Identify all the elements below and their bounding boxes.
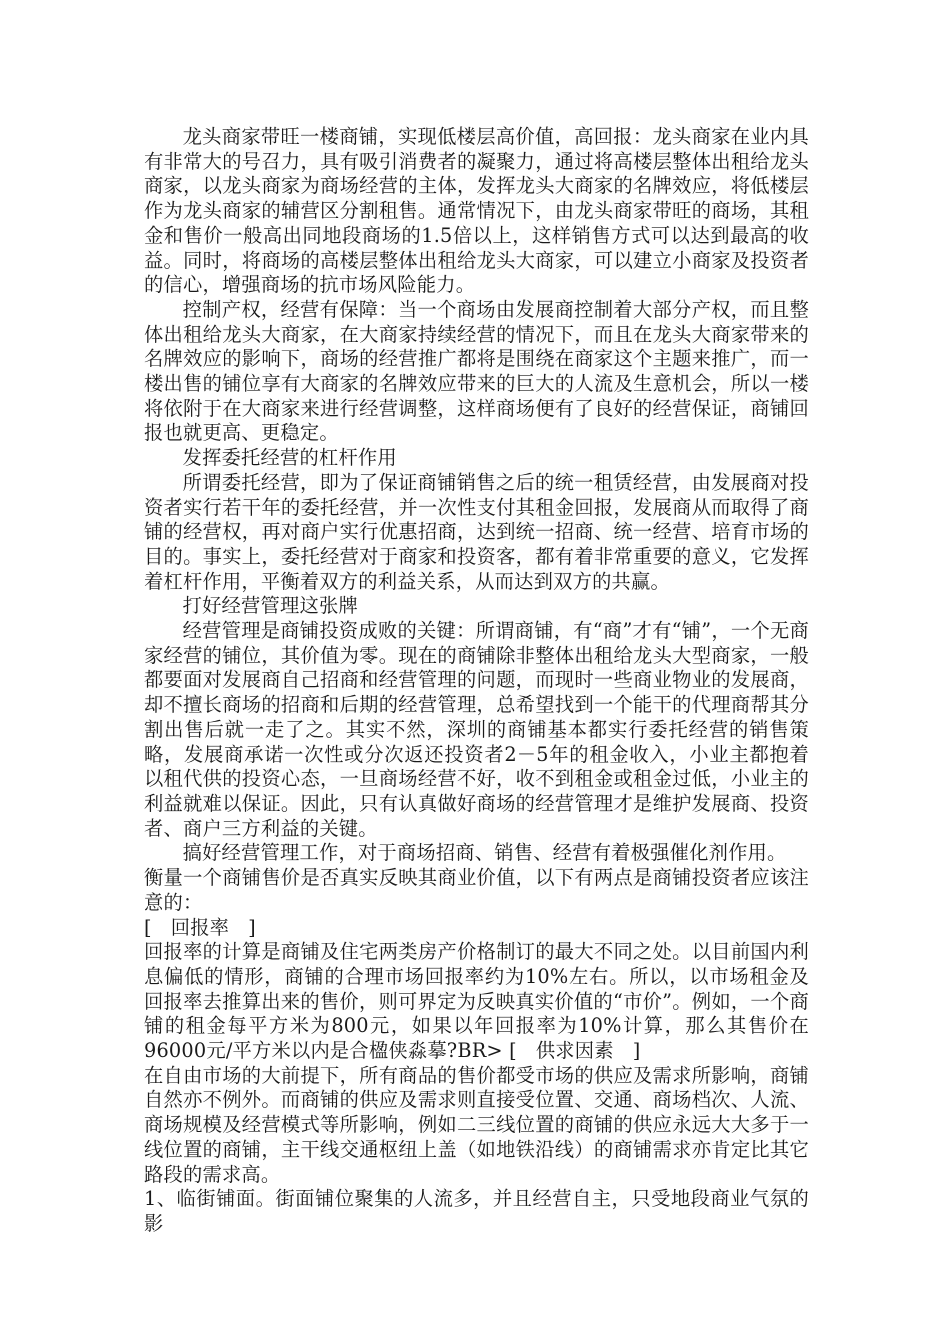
heading-return-rate: [ 回报率 ] bbox=[144, 915, 256, 939]
paragraph-supply-demand: 在自由市场的大前提下，所有商品的售价都受市场的供应及需求所影响，商铺自然亦不例外。而商铺的供应及需求则直接受位置、交通、商场档次、人流、商场规模及经营模式等所影响，例如二三线位置的商铺的供应永远大大多于一线位置的商铺，主干线交通枢纽上盖（如地铁沿线）的商铺需求亦肯定比其它路段的需求高。 bbox=[144, 1063, 809, 1186]
paragraph-catalyst: 搞好经营管理工作，对于商场招商、销售、经营有着极强催化剂作用。 bbox=[182, 841, 787, 865]
document-body bbox=[144, 125, 809, 1237]
paragraph-property-control: 控制产权，经营有保障：当一个商场由发展商控制着大部分产权，而且整体出租给龙头大商家，在大商家持续经营的情况下，而且在龙头大商家带来的名牌效应的影响下，商场的经营推广都将是围绕在商家这个主题来推广，而一楼出售的铺位享有大商家的名牌效应带来的巨大的人流及生意机会，所以一楼将依附于在大商家来进行经营调整，这样商场便有了良好的经营保证，商铺回报也就更高、更稳定。 bbox=[144, 297, 809, 445]
paragraph-operation-management: 经营管理是商铺投资成败的关键：所谓商铺，有“商”才有“铺”，一个无商家经营的铺位，其价值为零。现在的商铺除非整体出租给龙头大型商家，一般都要面对发展商自己招商和经营管理的问题，而现时一些商业物业的发展商，却不擅长商场的招商和后期的经营管理，总希望找到一个能干的代理商帮其分割出售后就一走了之。其实不然，深圳的商铺基本都实行委托经营的销售策略，发展商承诺一次性或分次返还投资者2－5年的租金收入，小业主都抱着以租代供的投资心态，一旦商场经营不好，收不到租金或租金过低，小业主的利益就难以保证。因此，只有认真做好商场的经营管理才是维护发展商、投资者、商户三方利益的关键。 bbox=[144, 619, 809, 840]
heading-operation-management: 打好经营管理这张牌 bbox=[182, 594, 358, 618]
paragraph-anchor-tenant: 龙头商家带旺一楼商铺，实现低楼层高价值，高回报：龙头商家在业内具有非常大的号召力，具有吸引消费者的凝聚力，通过将高楼层整体出租给龙头商家，以龙头商家为商场经营的主体，发挥龙头大商家的名牌效应，将低楼层作为龙头商家的辅营区分割租售。通常情况下，由龙头商家带旺的商场，其租金和售价一般高出同地段商场的1.5倍以上，这样销售方式可以达到最高的收益。同时，将商场的高楼层整体出租给龙头大商家，可以建立小商家及投资者的信心，增强商场的抗市场风险能力。 bbox=[144, 125, 809, 297]
paragraph-entrusted-operation: 所谓委托经营，即为了保证商铺销售之后的统一租赁经营，由发展商对投资者实行若干年的委托经营，并一次性支付其租金回报，发展商从而取得了商铺的经营权，再对商户实行优惠招商，达到统一招商、统一经营、培育市场的目的。事实上，委托经营对于商家和投资客，都有着非常重要的意义，它发挥着杠杆作用，平衡着双方的利益关系，从而达到双方的共赢。 bbox=[144, 470, 809, 593]
paragraph-return-rate: 回报率的计算是商铺及住宅两类房产价格制订的最大不同之处。以目前国内利息偏低的情形，商铺的合理市场回报率约为10%左右。所以，以市场租金及回报率去推算出来的售价，则可界定为反映真实价值的“市价”。例如，一个商铺的租金每平方米为800元，如果以年回报率为10%计算，那么其售价在96000元/平方米以内是合楹侠淼摹?BR> [ 供求因素 ] bbox=[144, 940, 809, 1063]
paragraph-street-shops: 1、临街铺面。街面铺位聚集的人流多，并且经营自主，只受地段商业气氛的影 bbox=[144, 1187, 809, 1235]
paragraph-price-intro: 衡量一个商铺售价是否真实反映其商业价值，以下有两点是商铺投资者应该注意的： bbox=[144, 866, 809, 914]
heading-entrusted-operation: 发挥委托经营的杠杆作用 bbox=[182, 446, 397, 470]
